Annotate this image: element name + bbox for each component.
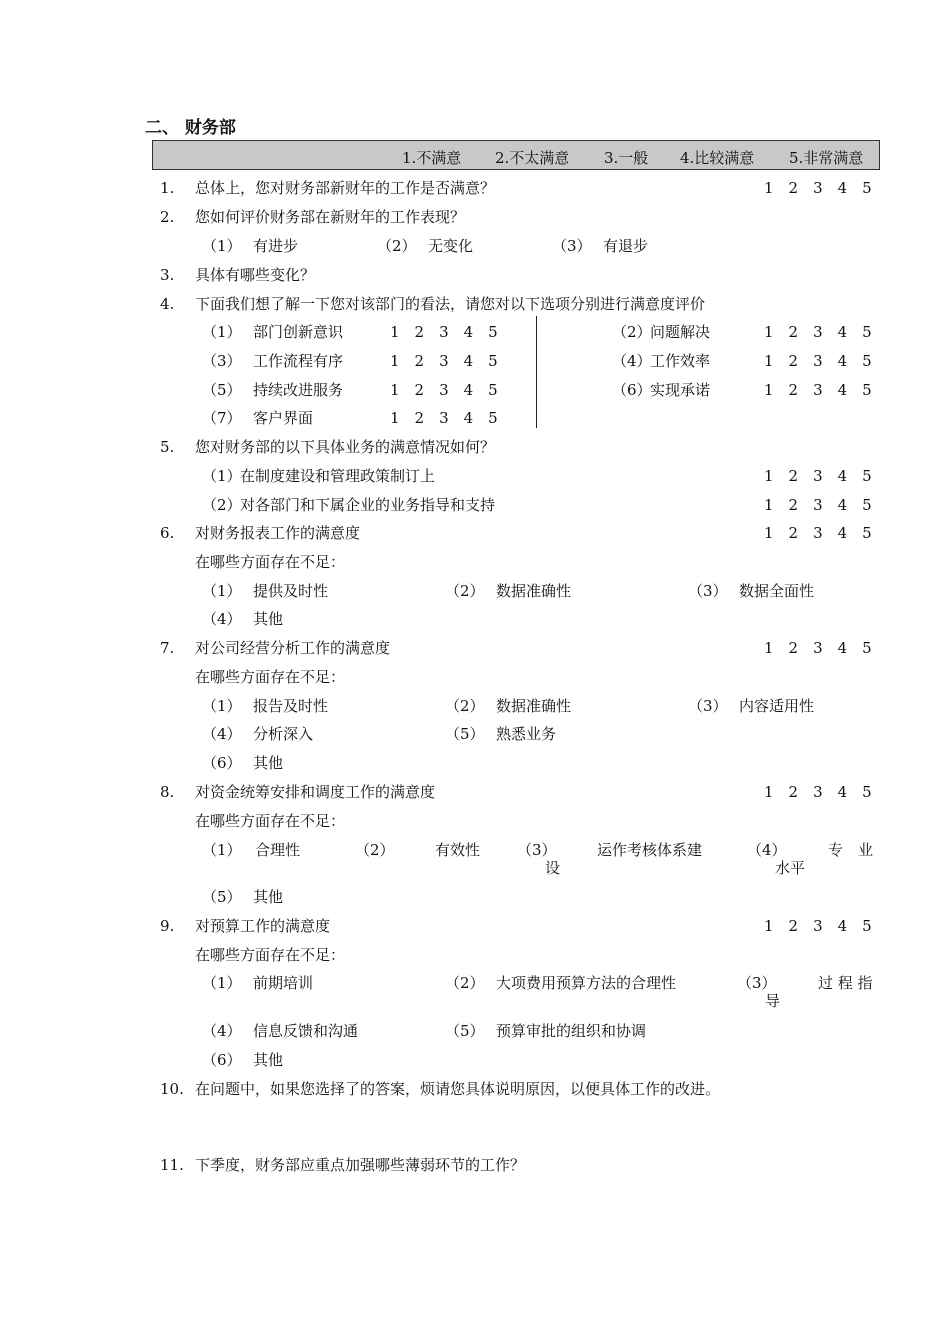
- q5-item1-no: （1）: [202, 467, 242, 485]
- q4-left1-rating[interactable]: 1 2 3 4 5: [390, 323, 498, 341]
- q8-opt2-no[interactable]: （2）: [355, 841, 395, 859]
- q4-text: 下面我们想了解一下您对该部门的看法，请您对以下选项分别进行满意度评价: [195, 295, 706, 313]
- q9-shortfall: 在哪些方面存在不足：: [195, 946, 346, 964]
- q9-opt4-no[interactable]: （4）: [202, 1022, 242, 1040]
- q7-text: 对公司经营分析工作的满意度: [195, 639, 391, 657]
- q2-opt3-label: 有退步: [603, 237, 649, 255]
- q9-opt5-label: 预算审批的组织和协调: [496, 1022, 647, 1040]
- q4-right1-rating[interactable]: 1 2 3 4 5: [764, 323, 872, 341]
- q1-text: 总体上，您对财务部新财年的工作是否满意？: [195, 179, 496, 197]
- q4-left2-label: 工作流程有序: [253, 352, 344, 370]
- q4-left1-label: 部门创新意识: [253, 323, 344, 341]
- q5-item1-rating[interactable]: 1 2 3 4 5: [764, 467, 872, 485]
- q2-number: 2.: [160, 208, 175, 226]
- q8-shortfall: 在哪些方面存在不足：: [195, 812, 346, 830]
- q2-opt2-no[interactable]: （2）: [377, 237, 417, 255]
- q6-opt2-label: 数据准确性: [496, 582, 572, 600]
- q5-item2-no: （2）: [202, 496, 242, 514]
- q3-number: 3.: [160, 266, 175, 284]
- q9-opt1-no[interactable]: （1）: [202, 974, 242, 992]
- q6-text: 对财务报表工作的满意度: [195, 524, 361, 542]
- q9-opt3-no[interactable]: （3）: [737, 974, 777, 992]
- q10-text: 在问题中，如果您选择了的答案，烦请您具体说明原因，以便具体工作的改进。: [195, 1080, 721, 1098]
- q7-opt3-no[interactable]: （3）: [688, 697, 728, 715]
- q7-opt3-label: 内容适用性: [739, 697, 815, 715]
- q7-rating[interactable]: 1 2 3 4 5: [764, 639, 872, 657]
- q4-number: 4.: [160, 295, 175, 313]
- rating-scale-bar: [152, 140, 880, 170]
- q6-opt1-label: 提供及时性: [253, 582, 329, 600]
- q7-opt5-label: 熟悉业务: [496, 725, 557, 743]
- q4-right1-label: 问题解决: [650, 323, 711, 341]
- q1-number: 1.: [160, 179, 175, 197]
- q9-opt5-no[interactable]: （5）: [445, 1022, 485, 1040]
- q8-opt5-label: 其他: [253, 888, 284, 906]
- scale-4: 4.比较满意: [680, 149, 755, 167]
- q9-opt6-label: 其他: [253, 1051, 284, 1069]
- q6-opt1-no[interactable]: （1）: [202, 582, 242, 600]
- q4-right3-rating[interactable]: 1 2 3 4 5: [764, 381, 872, 399]
- q8-opt4-label: 专 业: [828, 841, 874, 859]
- q2-opt3-no[interactable]: （3）: [552, 237, 592, 255]
- q4-left4-rating[interactable]: 1 2 3 4 5: [390, 409, 498, 427]
- q2-opt1-label: 有进步: [253, 237, 299, 255]
- q8-opt2-label: 有效性: [435, 841, 481, 859]
- q7-shortfall: 在哪些方面存在不足：: [195, 668, 346, 686]
- q2-opt1-no[interactable]: （1）: [202, 237, 242, 255]
- q4-right2-label: 工作效率: [650, 352, 711, 370]
- q4-right1-no: （2）: [612, 323, 652, 341]
- q8-rating[interactable]: 1 2 3 4 5: [764, 783, 872, 801]
- q8-opt5-no[interactable]: （5）: [202, 888, 242, 906]
- q7-opt2-no[interactable]: （2）: [445, 697, 485, 715]
- q7-opt4-no[interactable]: （4）: [202, 725, 242, 743]
- q4-left2-no: （3）: [202, 352, 242, 370]
- q10-number: 10.: [160, 1080, 184, 1098]
- q3-text: 具体有哪些变化？: [195, 266, 316, 284]
- q8-opt3-no[interactable]: （3）: [517, 841, 557, 859]
- q11-text: 下季度，财务部应重点加强哪些薄弱环节的工作？: [195, 1156, 526, 1174]
- q4-left3-rating[interactable]: 1 2 3 4 5: [390, 381, 498, 399]
- q2-text: 您如何评价财务部在新财年的工作表现？: [195, 208, 466, 226]
- q2-opt2-label: 无变化: [428, 237, 474, 255]
- q6-number: 6.: [160, 524, 175, 542]
- scale-1: 1.不满意: [402, 149, 462, 167]
- q4-right2-no: （4）: [612, 352, 652, 370]
- q9-opt1-label: 前期培训: [253, 974, 314, 992]
- q6-opt4-label: 其他: [253, 610, 284, 628]
- q9-opt3-label: 过 程 指: [818, 974, 873, 992]
- q6-shortfall: 在哪些方面存在不足：: [195, 553, 346, 571]
- q9-opt2-no[interactable]: （2）: [445, 974, 485, 992]
- q4-left3-no: （5）: [202, 381, 242, 399]
- scale-3: 3.一般: [604, 149, 649, 167]
- q1-rating[interactable]: 1 2 3 4 5: [764, 179, 872, 197]
- q6-rating[interactable]: 1 2 3 4 5: [764, 524, 872, 542]
- q9-text: 对预算工作的满意度: [195, 917, 331, 935]
- q6-opt4-no[interactable]: （4）: [202, 610, 242, 628]
- q9-opt6-no[interactable]: （6）: [202, 1051, 242, 1069]
- q4-right3-label: 实现承诺: [650, 381, 711, 399]
- q4-left4-label: 客户界面: [253, 409, 314, 427]
- q9-rating[interactable]: 1 2 3 4 5: [764, 917, 872, 935]
- q5-item1-label: 在制度建设和管理政策制订上: [240, 467, 436, 485]
- q5-text: 您对财务部的以下具体业务的满意情况如何？: [195, 438, 496, 456]
- q9-opt3-cont: 导: [765, 992, 781, 1010]
- scale-5: 5.非常满意: [789, 149, 864, 167]
- q11-number: 11.: [160, 1156, 184, 1174]
- q5-number: 5.: [160, 438, 175, 456]
- q4-left1-no: （1）: [202, 323, 242, 341]
- q6-opt2-no[interactable]: （2）: [445, 582, 485, 600]
- q6-opt3-no[interactable]: （3）: [688, 582, 728, 600]
- q8-number: 8.: [160, 783, 175, 801]
- q9-opt4-label: 信息反馈和沟通: [253, 1022, 359, 1040]
- q4-left2-rating[interactable]: 1 2 3 4 5: [390, 352, 498, 370]
- q8-opt4-no[interactable]: （4）: [747, 841, 787, 859]
- q4-left3-label: 持续改进服务: [253, 381, 344, 399]
- q7-opt1-label: 报告及时性: [253, 697, 329, 715]
- scale-2: 2.不太满意: [495, 149, 570, 167]
- q8-opt1-label: 合理性: [255, 841, 301, 859]
- q4-right2-rating[interactable]: 1 2 3 4 5: [764, 352, 872, 370]
- q8-opt4-cont: 水平: [775, 859, 806, 877]
- section-title: 二、 财务部: [145, 118, 236, 138]
- q8-opt1-no[interactable]: （1）: [202, 841, 242, 859]
- q9-number: 9.: [160, 917, 175, 935]
- q6-opt3-label: 数据全面性: [739, 582, 815, 600]
- q4-left4-no: （7）: [202, 409, 242, 427]
- q5-item2-label: 对各部门和下属企业的业务指导和支持: [240, 496, 496, 514]
- q9-opt2-label: 大项费用预算方法的合理性: [496, 974, 677, 992]
- q5-item2-rating[interactable]: 1 2 3 4 5: [764, 496, 872, 514]
- q7-opt2-label: 数据准确性: [496, 697, 572, 715]
- q7-opt6-no[interactable]: （6）: [202, 754, 242, 772]
- q7-opt5-no[interactable]: （5）: [445, 725, 485, 743]
- q8-text: 对资金统筹安排和调度工作的满意度: [195, 783, 436, 801]
- q4-right3-no: （6）: [612, 381, 652, 399]
- q7-opt4-label: 分析深入: [253, 725, 314, 743]
- q7-opt6-label: 其他: [253, 754, 284, 772]
- q4-column-divider: [536, 316, 537, 428]
- q8-opt3-label: 运作考核体系建: [597, 841, 703, 859]
- q8-opt3-cont: 设: [545, 859, 561, 877]
- q7-number: 7.: [160, 639, 175, 657]
- q7-opt1-no[interactable]: （1）: [202, 697, 242, 715]
